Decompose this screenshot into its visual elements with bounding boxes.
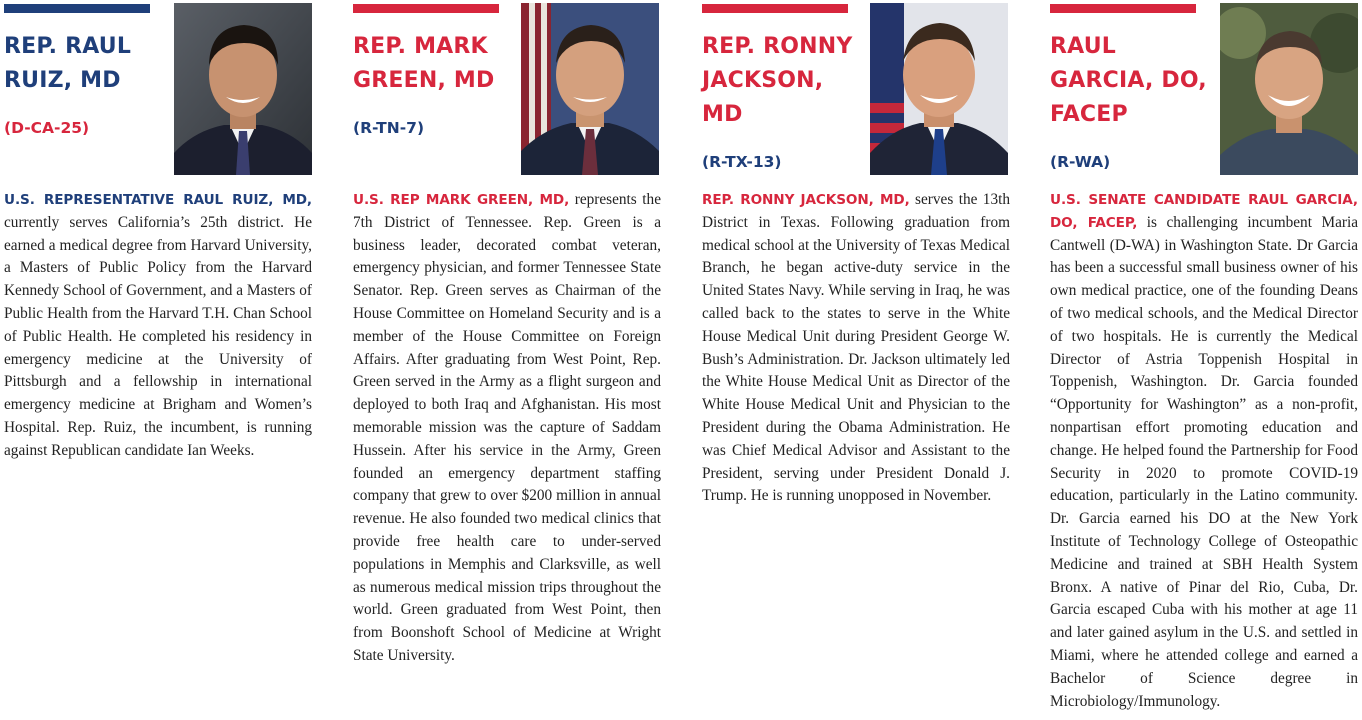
profile-name: RAUL GARCIA, DO, FACEP bbox=[1050, 34, 1207, 127]
portrait-photo bbox=[174, 3, 312, 175]
profile-name: REP. MARK GREEN, MD bbox=[353, 34, 495, 93]
bio-text bbox=[702, 189, 1010, 508]
profile-green bbox=[353, 0, 663, 720]
party-district: (R-TX-13) bbox=[702, 153, 782, 171]
portrait-photo bbox=[1220, 3, 1358, 175]
party-district: (R-TN-7) bbox=[353, 119, 425, 137]
accent-bar bbox=[4, 4, 150, 13]
bio-body: represents the 7th District of Tennessee. Rep. Green is a business leader, decorated combat veteran, emergency physician, and former Tennessee State Senator. Rep. Green serves as Chairman of the House Committee on Homeland Security and is a member of the House Committee on Foreign Affairs. After graduating from West Point, Rep. Green served in the Army as a flight surgeon and deployed to both Iraq and Afghanistan. His most memorable mission was the capture of Saddam Hussein. After his service in the Army, Green founded an emergency department staffing company that grew to over $200 million in annual revenue. He also founded two medical clinics that provide free health care to under-served populations in Memphis and Clarksville, as well as numerous medical mission trips throughout the world. Green graduated from West Point, then from Boonshoft School of Medicine at Wright State University. bbox=[353, 191, 661, 664]
bio-lead: REP. RONNY JACKSON, MD, bbox=[702, 192, 910, 208]
bio-text bbox=[1050, 189, 1358, 713]
party-district: (R-WA) bbox=[1050, 153, 1111, 171]
bio-text bbox=[4, 189, 312, 463]
portrait-photo bbox=[521, 3, 659, 175]
bio-text bbox=[353, 189, 661, 668]
bio-body: is challenging incumbent Maria Cantwell (D-WA) in Washington State. Dr Garcia has been a successful small business owner of his own medical practice, one of the founding Deans of two medical schools, and the Medical Director of two hospitals. He is currently the Medical Director of Astria Toppenish Hospital in Toppenish, Washington. Dr. Garcia founded “Opportunity for Washington” as a non-profit, nonpartisan effort promoting education and change. He helped found the Partnership for Food Security in 2020 to promote COVID-19 education, particularly in the Latino community. Dr. Garcia earned his DO at the New York Institute of Technology College of Osteopathic Medicine and trained at SBH Health System Bronx. A native of Pinar del Rio, Cuba, Dr. Garcia escaped Cuba with his mother at age 11 and later gained asylum in the U.S. and settled in Miami, where he attended college and earned a Bachelor of Science degree in Microbiology/Immunology. bbox=[1050, 213, 1358, 710]
accent-bar bbox=[1050, 4, 1196, 13]
accent-bar bbox=[702, 4, 848, 13]
profile-name: REP. RONNY JACKSON, MD bbox=[702, 34, 853, 127]
profile-ruiz bbox=[4, 0, 314, 720]
profile-name: REP. RAUL RUIZ, MD bbox=[4, 34, 132, 93]
party-district: (D-CA-25) bbox=[4, 119, 90, 137]
bio-lead: U.S. SENATE CANDIDATE RAUL GARCIA, DO, FACEP, bbox=[1050, 192, 1358, 231]
profile-jackson bbox=[702, 0, 1012, 720]
bio-lead: U.S. REPRESENTATIVE RAUL RUIZ, MD, bbox=[4, 192, 312, 208]
bio-body: currently serves California’s 25th district. He earned a medical degree from Harvard University, a Masters of Public Policy from the Harvard Kennedy School of Government, and a Masters of Public Health from the Harvard T.H. Chan School of Public Health. He completed his residency in emergency medicine at the University of Pittsburgh and a fellowship in international emergency medicine at Brigham and Women’s Hospital. Rep. Ruiz, the incumbent, is running against Republican candidate Ian Weeks. bbox=[4, 213, 312, 459]
bio-body: serves the 13th District in Texas. Following graduation from medical school at the University of Texas Medical Branch, he began active-duty service in the United States Navy. While serving in Iraq, he was called back to the states to serve in the White House Medical Unit during President George W. Bush’s Administration. Dr. Jackson ultimately led the White House Medical Unit as Director of the White House Medical Unit and Physician to the President during the Obama Administration. He was Chief Medical Advisor and Assistant to the President, serving under President Donald J. Trump. He is running unopposed in November. bbox=[702, 191, 1010, 505]
profile-garcia bbox=[1050, 0, 1360, 720]
portrait-photo bbox=[870, 3, 1008, 175]
bio-lead: U.S. REP MARK GREEN, MD, bbox=[353, 192, 570, 208]
accent-bar bbox=[353, 4, 499, 13]
